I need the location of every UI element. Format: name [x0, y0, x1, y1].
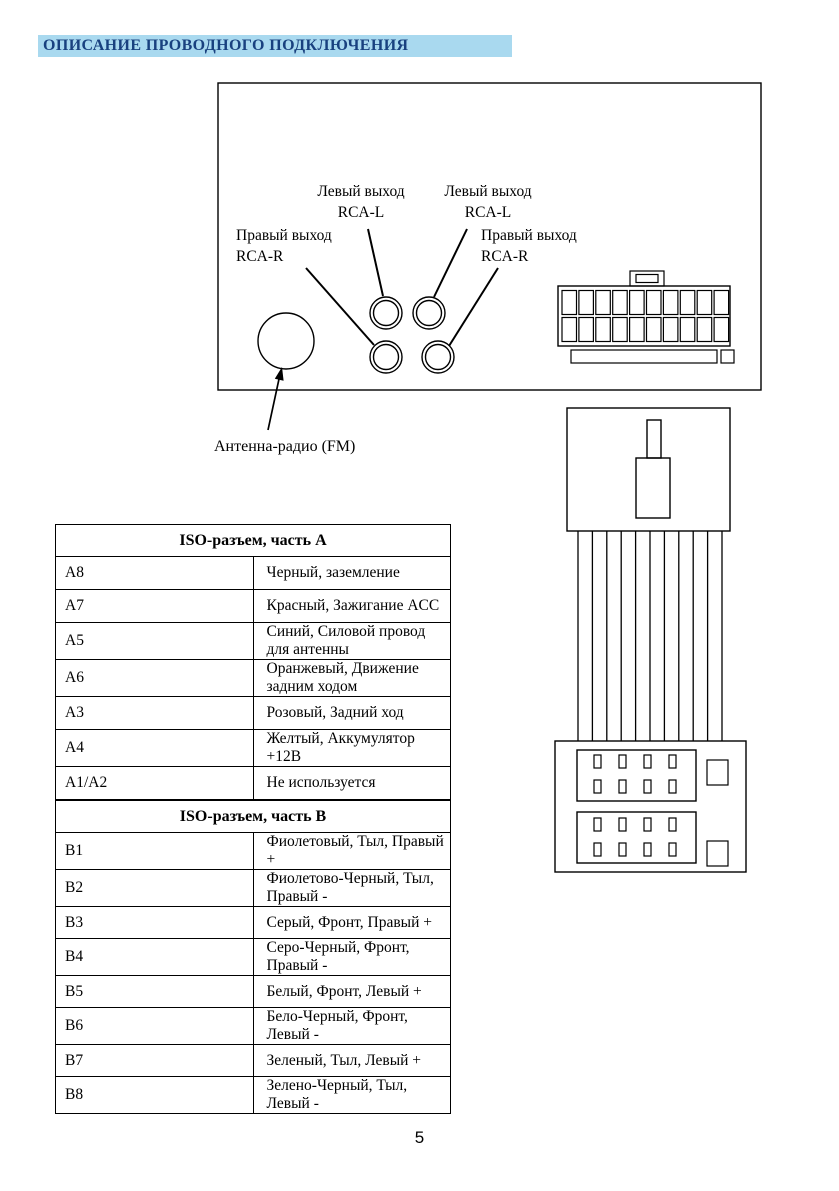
table-row [56, 623, 451, 660]
table-row [56, 1045, 451, 1077]
table-row [56, 907, 451, 939]
pin-cell: A8 [56, 557, 254, 590]
desc-cell: Синий, Силовой провод для антенны [253, 623, 451, 660]
rca-label-line2: RCA-L [464, 204, 512, 221]
pin-cell: B7 [56, 1045, 254, 1077]
desc-cell: Черный, заземление [253, 557, 451, 590]
section-title: ОПИСАНИЕ ПРОВОДНОГО ПОДКЛЮЧЕНИЯ [43, 37, 409, 54]
pin-cell: A1/A2 [56, 767, 254, 800]
desc-cell: Не используется [253, 767, 451, 800]
rca-label-line1: Левый выход [317, 183, 405, 200]
desc-cell: Бело-Черный, Фронт, Левый - [253, 1008, 451, 1045]
pin-cell: A3 [56, 697, 254, 730]
table-row [56, 976, 451, 1008]
pin-cell: B1 [56, 833, 254, 870]
rca-label-left-output-1 [300, 181, 422, 223]
desc-cell: Серо-Черный, Фронт, Правый - [253, 939, 451, 976]
table-row [56, 697, 451, 730]
table-row [56, 833, 451, 870]
iso-socket-grid [558, 271, 734, 363]
table-row [56, 1077, 451, 1114]
rca-label-right-output-2 [481, 225, 613, 267]
table-b-title: ISO-разъем, часть B [56, 801, 451, 833]
rca-jack-circle [374, 345, 399, 370]
pin-cell: B4 [56, 939, 254, 976]
antenna-arrow [268, 367, 284, 430]
table-header-row [56, 525, 451, 557]
pin-cell: A7 [56, 590, 254, 623]
rca-label-line2: RCA-R [236, 248, 284, 265]
rca-jack-circle [417, 301, 442, 326]
rca-jacks [370, 297, 454, 373]
rca-label-line2: RCA-L [337, 204, 385, 221]
table-row [56, 939, 451, 976]
wire-harness [578, 531, 722, 741]
table-row [56, 730, 451, 767]
rca-jack-circle [370, 297, 402, 329]
rca-jack-circle [422, 341, 454, 373]
desc-cell: Оранжевый, Движение задним ходом [253, 660, 451, 697]
pin-cell: B2 [56, 870, 254, 907]
rca-label-right-output-1 [236, 225, 368, 267]
desc-cell: Зелено-Черный, Тыл, Левый - [253, 1077, 451, 1114]
desc-cell: Красный, Зажигание ACC [253, 590, 451, 623]
desc-cell: Белый, Фронт, Левый + [253, 976, 451, 1008]
rca-label-line1: Правый выход [236, 227, 332, 244]
rca-label-line2: RCA-R [481, 248, 529, 265]
plug-b-pins [594, 818, 676, 856]
cable-connector-body [567, 408, 730, 531]
pin-cell: A4 [56, 730, 254, 767]
desc-cell: Розовый, Задний ход [253, 697, 451, 730]
iso-plug-block [555, 741, 746, 872]
rca-jack-circle [413, 297, 445, 329]
pin-cell: A6 [56, 660, 254, 697]
iso-table-a [55, 524, 451, 800]
desc-cell: Серый, Фронт, Правый + [253, 907, 451, 939]
desc-cell: Желтый, Аккумулятор +12В [253, 730, 451, 767]
rca-jack-circle [426, 345, 451, 370]
table-a-title: ISO-разъем, часть A [56, 525, 451, 557]
table-row [56, 660, 451, 697]
rca-label-line1: Левый выход [444, 183, 532, 200]
table-row [56, 557, 451, 590]
rca-jack-circle [370, 341, 402, 373]
antenna-socket-circle [258, 313, 314, 369]
antenna-label: Антенна-радио (FM) [214, 438, 356, 455]
table-row [56, 590, 451, 623]
plug-a-pins [594, 755, 676, 793]
iso-table-b [55, 800, 451, 1114]
pin-cell: A5 [56, 623, 254, 660]
table-row [56, 767, 451, 800]
desc-cell: Фиолетово-Черный, Тыл, Правый - [253, 870, 451, 907]
pin-cell: B3 [56, 907, 254, 939]
desc-cell: Фиолетовый, Тыл, Правый + [253, 833, 451, 870]
page-number: 5 [414, 1128, 425, 1147]
rca-jack-circle [374, 301, 399, 326]
table-row [56, 1008, 451, 1045]
table-row [56, 870, 451, 907]
desc-cell: Зеленый, Тыл, Левый + [253, 1045, 451, 1077]
rca-label-line1: Правый выход [481, 227, 577, 244]
pin-cell: B6 [56, 1008, 254, 1045]
pin-cell: B5 [56, 976, 254, 1008]
rca-label-left-output-2 [427, 181, 549, 223]
pin-cell: B8 [56, 1077, 254, 1114]
table-header-row [56, 801, 451, 833]
